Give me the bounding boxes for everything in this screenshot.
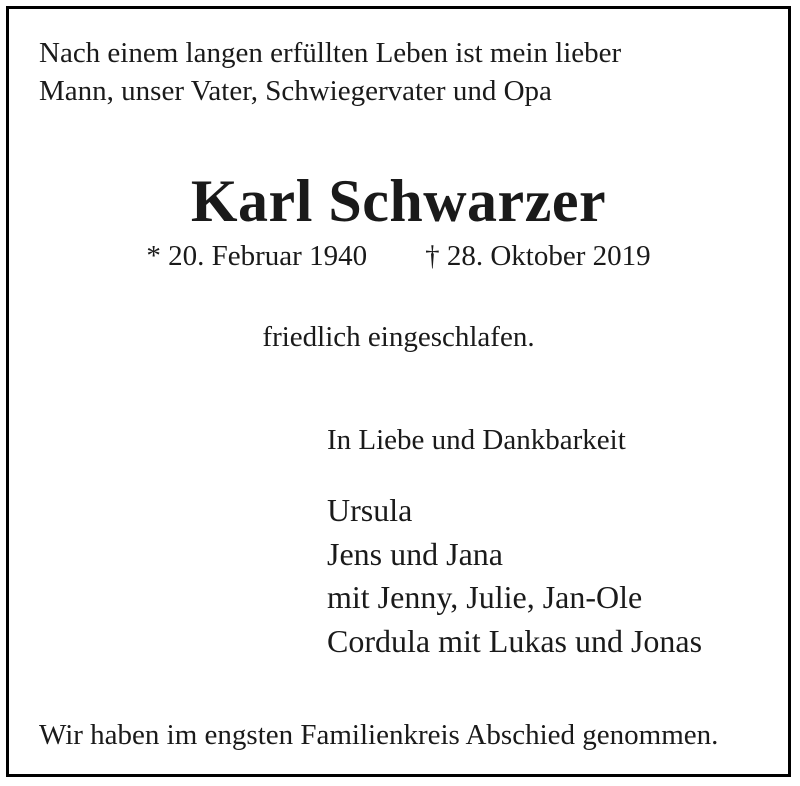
obituary-frame: [6, 6, 791, 777]
birth-date: * 20. Februar 1940: [146, 240, 368, 272]
family-member: Ursula: [327, 492, 413, 528]
family-member: mit Jenny, Julie, Jan-Ole: [327, 579, 643, 615]
intro-text: [39, 34, 621, 110]
death-date: † 28. Oktober 2019: [425, 240, 651, 272]
closing-phrase: In Liebe und Dankbarkeit: [327, 424, 626, 456]
farewell-note: Wir haben im engsten Familienkreis Abschied genommen.: [39, 719, 719, 751]
family-member: Cordula mit Lukas und Jonas: [327, 622, 703, 659]
life-dates: [9, 237, 788, 275]
deceased-name: Karl Schwarzer: [190, 168, 607, 234]
passing-statement: friedlich eingeschlafen.: [262, 321, 535, 353]
intro-line: Mann, unser Vater, Schwiegervater und Opa: [39, 75, 552, 107]
family-member: Jens und Jana: [327, 535, 503, 572]
family-list: [327, 489, 702, 663]
intro-line: Nach einem langen erfüllten Leben ist mein lieber: [39, 37, 622, 69]
